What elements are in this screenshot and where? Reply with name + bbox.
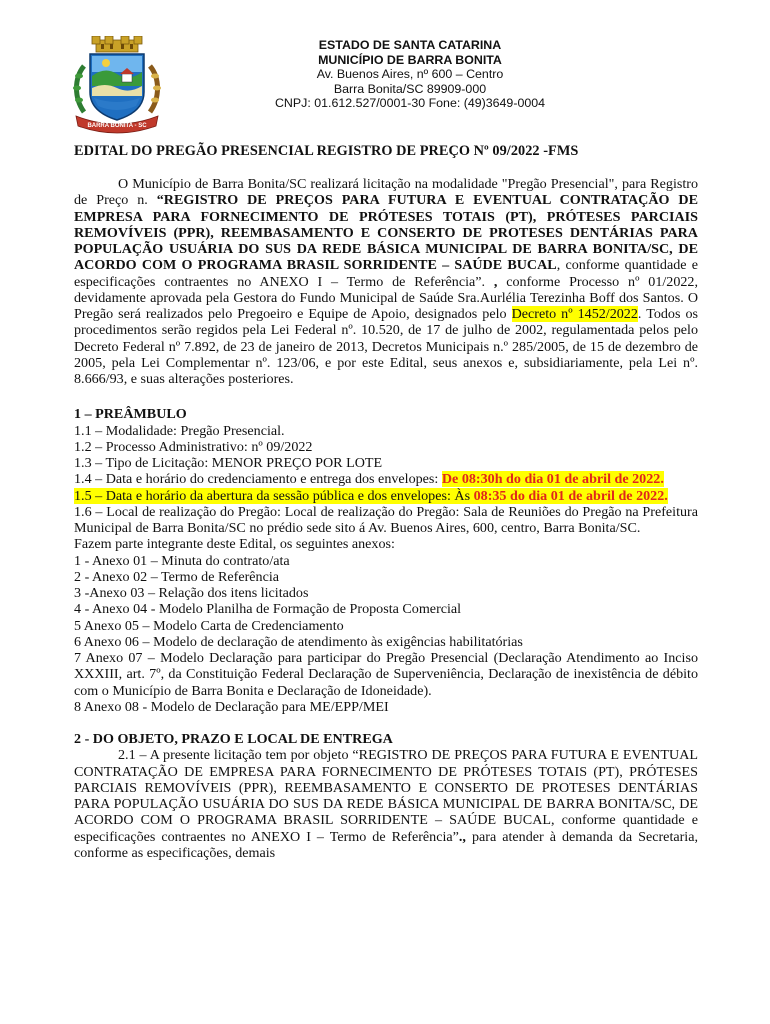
item-1-4-text: 1.4 – Data e horário do credenciamento e entrega dos envelopes:: [74, 471, 442, 488]
item-2-1: [74, 747, 698, 861]
address-line: Av. Buenos Aires, nº 600 – Centro: [316, 67, 504, 82]
intro-object-bold: “REGISTRO DE PREÇOS PARA FUTURA E EVENTUAL CONTRATAÇÃO DE EMPRESA PARA FORNECIMENTO DE PRÓTESES TOTAIS (PT), PRÓTESES PARCIAIS REMOVÍVEIS (PPR), REEMBASAMENTO E CONSERTO DE PROTESES DENTÁRIAS PARA POPULAÇÃO USUÁRIA DO SUS DA REDE BÁSICA MUNICIPAL DE BARRA BONITA/SC, DE ACORDO COM O PROGRAMA BRASIL SORRIDENTE – SAÚDE BUCAL: [74, 192, 698, 274]
item-1-3: 1.3 – Tipo de Licitação: MENOR PREÇO POR LOTE: [74, 455, 383, 471]
crest-banner-text: BARRA BONITA - SC: [87, 123, 147, 129]
intro-comma-bold: ,: [493, 273, 498, 290]
letterhead: [250, 38, 570, 111]
decree-highlight: Decreto nº 1452/2022: [511, 306, 638, 322]
annex-item: 8 Anexo 08 - Modelo de Declaração para ME/EPP/MEI: [74, 698, 389, 715]
municipality-name: MUNICÍPIO DE BARRA BONITA: [318, 52, 502, 67]
document-title: EDITAL DO PREGÃO PRESENCIAL REGISTRO DE PREÇO Nº 09/2022 -FMS: [74, 143, 579, 159]
item-2-1-bold: .,: [458, 828, 466, 845]
item-2-1-end: para atender à demanda da Secretaria, conforme as especificações, demais: [74, 828, 698, 861]
item-1-1: 1.1 – Modalidade: Pregão Presencial.: [74, 422, 285, 439]
annex-intro: Fazem parte integrante deste Edital, os seguintes anexos:: [74, 536, 395, 553]
annex-item: 3 -Anexo 03 – Relação dos itens licitados: [74, 585, 309, 601]
item-1-4: [74, 471, 698, 487]
section-2-title: 2 - DO OBJETO, PRAZO E LOCAL DE ENTREGA: [74, 731, 393, 747]
item-1-4-date-highlight: De 08:30h do dia 01 de abril de 2022.: [441, 471, 664, 488]
item-1-6: 1.6 – Local de realização do Pregão: Local de realização do Pregão: Sala de Reuniões do Pregão na Prefeitura Municipal de Barra Bonita/SC no prédio sede sito á Av. Buenos Aires, 600, centro, Barra Bonita/SC.: [74, 503, 698, 536]
section-1-title: 1 – PREÂMBULO: [74, 406, 187, 423]
annex-item: 7 Anexo 07 – Modelo Declaração para participar do Pregão Presencial (Declaração Atendimento ao Inciso XXXIII, art. 7º, da Constituição Federal Declaração de Superveniência, Declaração de inexistência de débito com o Município de Barra Bonita e Declaração de Idoneidade).: [74, 650, 698, 699]
city-line: Barra Bonita/SC 89909-000: [333, 81, 487, 96]
intro-text-2: , conforme quantidade e especificações contraentes no ANEXO I – Termo de Referência”.: [74, 257, 698, 290]
intro-text-1: O Município de Barra Bonita/SC realizará licitação na modalidade "Pregão Presencial", para Registro de Preço n.: [74, 176, 698, 209]
municipal-crest-logo: [70, 36, 164, 134]
item-1-2: 1.2 – Processo Administrativo: nº 09/2022: [74, 438, 313, 455]
state-name: ESTADO DE SANTA CATARINA: [318, 38, 502, 52]
item-2-1-text: 2.1 – A presente licitação tem por objeto “REGISTRO DE PREÇOS PARA FUTURA E EVENTUAL CONTRATAÇÃO DE EMPRESA PARA FORNECIMENTO DE PRÓTESES TOTAIS (PT), PRÓTESES PARCIAIS REMOVÍVEIS (PPR), REEMBASAMENTO E CONSERTO DE PROTESES DENTÁRIAS PARA POPULAÇÃO USUÁRIA DO SUS DA REDE BÁSICA MUNICIPAL DE BARRA BONITA/SC, DE ACORDO COM O PROGRAMA BRASIL SORRIDENTE – SAÚDE BUCAL, conforme quantidade e especificações contraentes no ANEXO I – Termo de Referência”: [74, 747, 698, 845]
annex-item: 2 - Anexo 02 – Termo de Referência: [74, 568, 279, 585]
intro-paragraph: [74, 176, 698, 387]
document-body: [74, 176, 698, 861]
item-1-5: [74, 488, 698, 504]
intro-text-4: . Todos os procedimentos serão regidos pela Lei Federal nº. 10.520, de 17 de julho de 2002, regulamentada pelos pelo Decreto Federal nº 7.892, de 23 de janeiro de 2013, Decretos Municipais n.º 285/2005, de 15 de dezembro de 2005, pela Lei Complementar nº. 123/06, e por este Edital, seus anexos e, subsidiariamente, pela Lei nº. 8.666/93, e suas alterações posteriores.: [74, 306, 698, 387]
annex-item: 6 Anexo 06 – Modelo de declaração de atendimento às exigências habilitatórias: [74, 633, 523, 650]
intro-text-3: conforme Processo nº 01/2022, devidamente aprovada pela Gestora do Fundo Municipal de Saúde Sra.Aurlélia Terezinha Boff dos Santos. O Pregão será realizados pelo Pregoeiro e Equipe de Apoio, designados pelo: [74, 273, 698, 322]
item-1-5-date-highlight: 08:35 do dia 01 de abril de 2022.: [473, 487, 668, 504]
item-1-5-text: 1.5 – Data e horário da abertura da sessão pública e dos envelopes: Às: [74, 487, 474, 504]
annex-item: 4 - Anexo 04 - Modelo Planilha de Formação de Proposta Comercial: [74, 601, 462, 618]
annex-item: 1 - Anexo 01 – Minuta do contrato/ata: [74, 552, 290, 569]
annex-item: 5 Anexo 05 – Modelo Carta de Credenciamento: [74, 617, 344, 634]
cnpj-phone-line: CNPJ: 01.612.527/0001-30 Fone: (49)3649-0004: [274, 96, 546, 111]
